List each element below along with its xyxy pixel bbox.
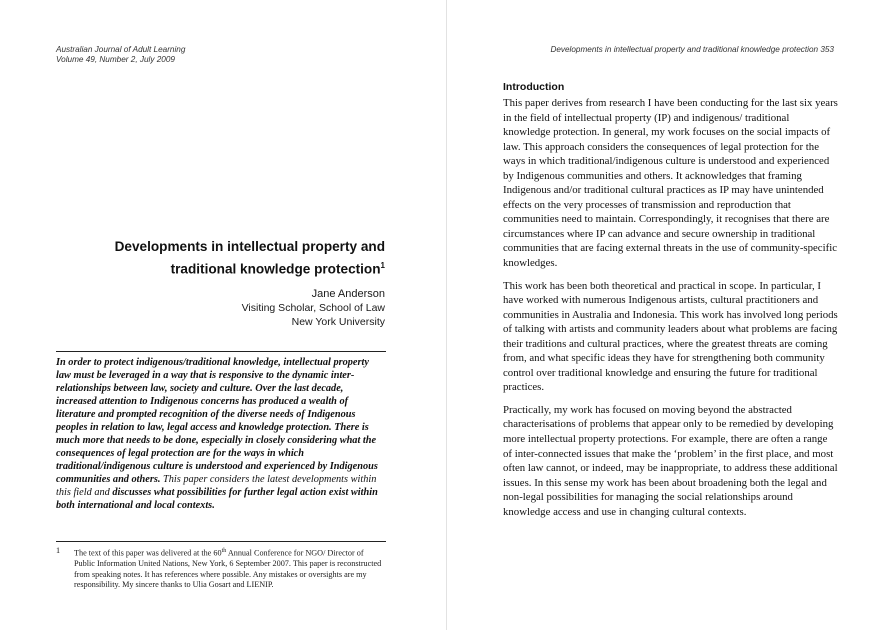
abstract: [56, 351, 386, 512]
footnote-number: 1: [56, 546, 61, 555]
title-footnote-marker[interactable]: 1: [380, 261, 385, 270]
title-block: [100, 237, 385, 329]
footnote-text: [74, 546, 386, 591]
footnote-text-start: The text of this paper was delivered at the 60: [74, 548, 222, 558]
journal-name: Australian Journal of Adult Learning: [56, 45, 186, 54]
title-line-2: traditional knowledge protection: [170, 261, 381, 277]
abstract-bold-text: In order to protect indigenous/traditional knowledge, intellectual property law must be leveraged in a way that is responsive to the dynamic inter-relationships between law, society and culture. Over the last decade, increased attention to Indigenous concerns has produced a wealth of literature and prompted recognition of the diverse needs of Indigenous peoples in relation to law, legal access and knowledge protection. There is much more that needs to be done, especially in closely considering what the consequences of legal protection are for the ways in which traditional/indigenous culture is understood and experienced by Indigenous communities and others.: [56, 357, 378, 485]
footnote: [56, 541, 386, 591]
journal-running-head: [56, 45, 185, 65]
body-paragraph: This paper derives from research I have been conducting for the last six years in the field of intellectual property (IP) and indigenous/ traditional knowledge protection. In general, my work focuses on the social impacts of law. This approach considers the consequences of legal protection for the ways in which traditional/indigenous culture is understood and experienced by Indigenous communities and others. It acknowledges that framing Indigenous and/or traditional cultural practices as IP may have unintended effects on the very processes of transmission and reproduction that communities need to maintain. Correspondingly, it recognises that there are circumstances where IP can advance and secure ownership in traditional communities that are facing external threats in the use of community-specific knowledges.: [503, 97, 838, 270]
author-name: Jane Anderson: [311, 287, 385, 300]
section-heading: Introduction: [503, 81, 565, 93]
introduction-section: [503, 80, 838, 527]
right-running-head: Developments in intellectual property and traditional knowledge protection 353: [550, 45, 834, 54]
footnote-ordinal-suffix: th: [221, 548, 227, 554]
body-paragraph: Practically, my work has focused on moving beyond the abstracted characterisations of problems that appear only to be remedied by developing more intellectual property protections. For example, there are often a range of inter-connected issues that make the ‘problem’ in the first place, and most often law cannot, or indeed, may be inappropriate, to address these additional issues. In this sense my work has been about broadening both the legal and non-legal possibilities for managing the social relationships around knowledge access and use in changing cultural contexts.: [503, 403, 838, 518]
title-line-1: Developments in intellectual property and: [114, 239, 385, 254]
abstract-light-text: This paper considers the latest developments within this field and: [56, 474, 377, 498]
abstract-bold-tail: discusses what possibilities for further legal action exist within both international and local contexts.: [56, 487, 378, 511]
journal-volume: Volume 49, Number 2, July 2009: [56, 55, 175, 64]
author-institution: New York University: [291, 315, 385, 328]
author-position: Visiting Scholar, School of Law: [241, 301, 385, 314]
article-title: [100, 237, 385, 279]
body-paragraph: This work has been both theoretical and practical in scope. In particular, I have worked with numerous Indigenous artists, cultural practitioners and communities in Australia and Indonesia. This work has involved long periods of talking with artists and community leaders about what problems are facing their traditions and cultural practices, where the greatest threats are coming from, and what specific ideas they have for strengthening both community control over traditional knowledge and ensuring the future for traditional practices.: [503, 279, 838, 394]
footnote-text-rest: Annual Conference for NGO/ Director of Public Information United Nations, New York, 6 September 2007. This paper is reconstructed from speaking notes. It has references where possible. Any mistakes or oversights are my responsibility. My sincere thanks to Ulia Gosart and LIENIP.: [74, 548, 382, 590]
